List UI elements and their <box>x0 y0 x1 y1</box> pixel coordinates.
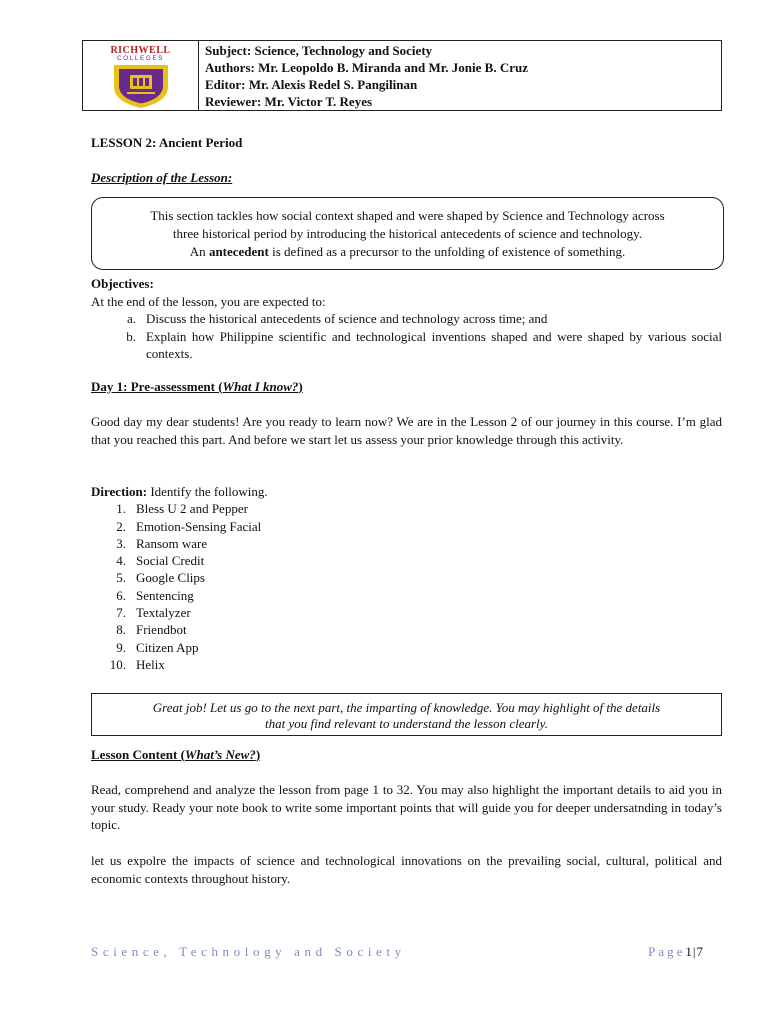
antecedent-term: antecedent <box>208 244 269 259</box>
list-item-text: Emotion-Sensing Facial <box>136 518 262 534</box>
direction-section <box>91 483 268 673</box>
list-item <box>91 639 268 656</box>
editor-line: Editor: Mr. Alexis Redel S. Pangilinan <box>205 77 418 92</box>
list-number: 10. <box>109 656 126 672</box>
identify-list <box>91 500 268 673</box>
direction-text: Identify the following. <box>147 484 268 499</box>
footer-course-title: Science, Technology and Society <box>91 944 406 959</box>
list-item <box>91 552 268 569</box>
page-label: Page <box>648 944 686 959</box>
day1-italic: What I know? <box>222 379 299 394</box>
authors-line: Authors: Mr. Leopoldo B. Miranda and Mr. Jonie B. Cruz <box>205 60 528 75</box>
school-crest-icon <box>110 63 172 109</box>
lesson-content-pre: Lesson Content ( <box>91 747 185 762</box>
list-marker: b. <box>126 328 136 344</box>
list-number: 4. <box>116 553 126 569</box>
list-item-text: Explain how Philippine scientific and technological inventions shaped and were shaped by various social contexts. <box>146 328 722 361</box>
list-item-text: Friendbot <box>136 622 187 638</box>
list-item <box>91 310 722 328</box>
explore-paragraph: let us expolre the impacts of science and technological innovations on the prevailing social, cultural, political and economic contexts throughout history. <box>91 853 722 886</box>
description-box <box>91 197 724 270</box>
list-item-text: Textalyzer <box>136 605 191 621</box>
objectives-heading: Objectives: <box>91 276 154 291</box>
intro-paragraph: Good day my dear students! Are you ready to learn now? We are in the Lesson 2 of our journey in this course. I’m glad that you reached this part. And before we start let us assess your prior knowledge through this activity. <box>91 414 722 447</box>
list-item-text: Helix <box>136 656 165 672</box>
header-table <box>82 40 722 111</box>
list-number: 6. <box>116 587 126 603</box>
day1-pre: Day 1: Pre-assessment ( <box>91 379 223 394</box>
list-item <box>91 604 268 621</box>
list-number: 1. <box>116 501 126 517</box>
list-item-text: Sentencing <box>136 587 194 603</box>
great-job-line-1: Great job! Let us go to the next part, the imparting of knowledge. You may highlight of the details <box>152 700 661 715</box>
direction-line <box>91 483 268 500</box>
list-item-text: Bless U 2 and Pepper <box>136 501 248 517</box>
subject-line: Subject: Science, Technology and Society <box>205 43 433 58</box>
lesson-title: LESSON 2: Ancient Period <box>91 135 243 150</box>
list-number: 2. <box>116 518 126 534</box>
list-item <box>91 587 268 604</box>
list-number: 9. <box>116 639 126 655</box>
list-item-text: Ransom ware <box>136 535 208 551</box>
logo-name: RICHWELL <box>110 45 171 56</box>
list-item <box>91 535 268 552</box>
list-number: 7. <box>116 605 126 621</box>
list-number: 3. <box>116 535 126 551</box>
list-item <box>91 569 268 586</box>
page-current: 1 <box>685 944 693 959</box>
great-job-line-2: that you find relevant to understand the lesson clearly. <box>265 716 548 731</box>
list-item-text: Social Credit <box>136 553 205 569</box>
list-item-text: Google Clips <box>136 570 205 586</box>
great-job-box <box>91 693 722 736</box>
description-line-2: three historical period by introducing the historical antecedents of science and technology. <box>172 226 643 241</box>
lesson-content-heading <box>91 747 260 763</box>
lesson-content-italic: What’s New? <box>184 747 256 762</box>
day1-heading <box>91 379 303 395</box>
list-marker: a. <box>126 311 136 326</box>
description-line-3-post: is defined as a precursor to the unfolding of existence of something. <box>268 244 626 259</box>
read-paragraph: Read, comprehend and analyze the lesson from page 1 to 32. You may also highlight the important details to aid you in your study. Ready your note book to write some important points that will guide you for deeper undersatnding in today’s topic. <box>91 782 722 832</box>
list-item <box>91 621 268 638</box>
list-item <box>91 518 268 535</box>
description-line-3-pre: An <box>189 244 209 259</box>
logo-cell <box>83 41 199 110</box>
list-item <box>91 656 268 673</box>
list-number: 8. <box>116 622 126 638</box>
objectives-intro: At the end of the lesson, you are expected to: <box>91 293 326 309</box>
list-item <box>91 328 722 363</box>
list-item <box>91 500 268 517</box>
direction-label: Direction: <box>91 484 148 499</box>
day1-post: ) <box>298 379 303 394</box>
logo-subtitle: COLLEGES <box>116 55 165 62</box>
page-total: 7 <box>696 944 704 959</box>
page-separator: | <box>692 944 697 959</box>
lesson-content-post: ) <box>255 747 261 762</box>
header-meta <box>199 41 721 110</box>
objectives-section <box>91 275 722 363</box>
reviewer-line: Reviewer: Mr. Victor T. Reyes <box>205 94 373 109</box>
description-line-3 <box>92 243 723 261</box>
footer-page-number <box>648 944 704 960</box>
list-number: 5. <box>116 570 126 586</box>
list-item-text: Discuss the historical antecedents of science and technology across time; and <box>146 311 548 326</box>
list-item-text: Citizen App <box>136 639 199 655</box>
description-heading: Description of the Lesson: <box>91 170 233 185</box>
description-line-1: This section tackles how social context shaped and were shaped by Science and Technology across <box>150 208 665 223</box>
objectives-list <box>91 310 722 363</box>
